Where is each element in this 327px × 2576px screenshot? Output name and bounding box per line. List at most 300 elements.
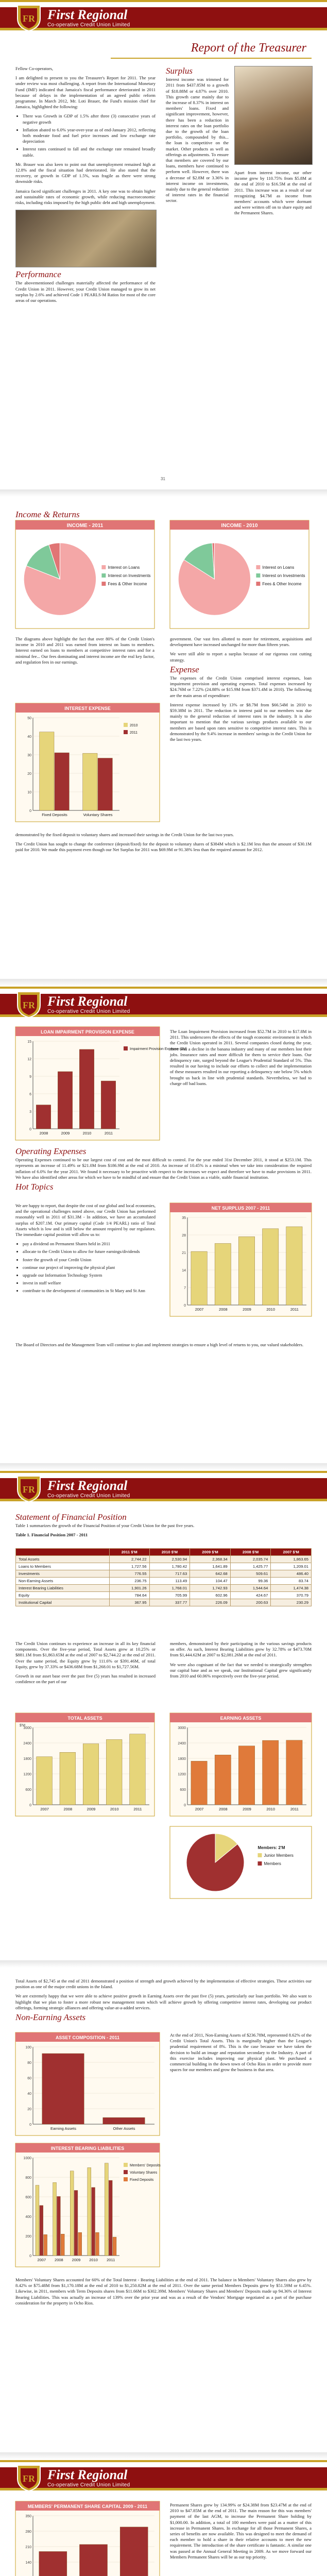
table-cell: 104.47 — [190, 1578, 231, 1585]
list-item: • pay a dividend on Permanent Shares held in 2011 — [23, 1241, 156, 1247]
page-2 — [0, 497, 327, 987]
bar — [103, 2117, 145, 2124]
chart-title: INCOME - 2011 — [66, 523, 104, 529]
x-tick-label: 2008 — [63, 1807, 73, 1811]
bar — [130, 1734, 146, 1805]
list-item: • contribute to the development of communities in St Mary and St Ann — [23, 1288, 156, 1294]
bar — [44, 2234, 47, 2256]
title-rule — [111, 58, 312, 59]
y-tick-label: 3000 — [178, 1726, 186, 1730]
y-tick-label: 10 — [27, 791, 31, 794]
bar — [191, 1761, 207, 1805]
y-tick-label: 9 — [29, 1075, 31, 1079]
table-header-cell: 2009 $'M — [190, 1549, 231, 1556]
table-cell: 226.09 — [190, 1599, 231, 1606]
brand-subtitle: Co-operative Credit Union Limited — [47, 2482, 130, 2488]
y-tick-label: 40 — [27, 2092, 31, 2096]
table-row-label: Loans to Members — [16, 1563, 110, 1570]
bar — [215, 1755, 231, 1805]
paragraph: Interest expense increased by 13% or $8.7M from $66.54M in 2010 to $59.38M in 2011. The reduction in interest paid to our members was due mainly to the general reduction of interest rates in the industry. It is also important to mention that the various savings products available to our members are based upon rates sensitive to competitive interest rates. This is demonstrated by the 9.4% increase in members' savings in the Credit Union for the last two years. — [170, 702, 312, 742]
page4-left — [15, 1641, 156, 1688]
table-title: Table 1. Financial Position 2007 - 2011 — [15, 1532, 88, 1538]
legend-label: 2011 — [130, 731, 138, 735]
table-cell: 486.40 — [271, 1570, 312, 1578]
page-divider — [0, 489, 327, 497]
legend-label: Junior Members — [264, 1853, 294, 1858]
credit-union-logo-icon — [15, 3, 42, 32]
x-tick-label: 2011 — [133, 1807, 142, 1811]
table-cell: 1,768.01 — [149, 1585, 190, 1592]
table-cell: 1,544.64 — [230, 1585, 271, 1592]
bar — [70, 2171, 74, 2256]
page-6 — [0, 2460, 327, 2576]
x-tick-label: 2010 — [266, 1307, 276, 1312]
banner-gold-strip — [0, 1499, 327, 1501]
chart-title: INTEREST EXPENSE — [64, 706, 111, 711]
bar — [40, 2206, 43, 2256]
paragraph: The Credit Union has sought to change the conference (deposit/fixed) for the deposit to voluntary shares of $384M which is $2.1M less than the amount of $30.1M paid for 2010. We made this payment even though our Net Surplus for 2011 was $69.9M or 91.38% less than the required amount for 2012. — [15, 841, 312, 853]
y-tick-label: 400 — [25, 2215, 31, 2219]
bar — [40, 732, 54, 810]
legend-label: Interest on Loans — [262, 565, 295, 570]
y-tick-label: 6 — [29, 1093, 31, 1096]
legend-swatch — [256, 573, 260, 578]
table-row — [16, 1578, 312, 1585]
legend-swatch — [124, 730, 128, 734]
table-cell: 1,780.42 — [149, 1563, 190, 1570]
bar — [37, 1757, 53, 1805]
legend-swatch — [101, 582, 106, 586]
pie-chart-2010 — [170, 520, 309, 629]
legend-swatch — [101, 573, 106, 578]
pie-income-2011 — [15, 520, 154, 629]
legend-swatch — [124, 2163, 128, 2167]
legend-label: Interest on Loans — [108, 565, 140, 570]
brand-subtitle: Co-operative Credit Union Limited — [47, 1009, 130, 1014]
y-tick-label: 0 — [29, 1804, 31, 1807]
bar — [92, 2188, 95, 2256]
bar — [215, 1244, 231, 1305]
bar — [88, 2167, 91, 2256]
page4-right — [170, 1641, 312, 1683]
paragraph: The diagrams above highlight the fact that over 80% of the Credit Union's income in 2010 and 2011 was earned from interest on loans to members. Interest earned on loans to members at competitive interest rates and for a minimal fee... Our fees dominating and interest income are the real key factor, and regulation fees in our earnings. — [15, 636, 154, 665]
bar — [263, 1740, 279, 1805]
brand-subtitle: Co-operative Credit Union Limited — [47, 1493, 130, 1499]
bar — [57, 2196, 60, 2256]
table-cell: 1,641.89 — [190, 1563, 231, 1570]
y-tick-label: 7 — [184, 1286, 186, 1290]
bar — [36, 2185, 39, 2256]
x-tick-label: 2009 — [61, 1131, 70, 1136]
table-cell: 2,035.74 — [230, 1556, 271, 1563]
section-heading-financial-position: Statement of Financial Position — [15, 1512, 127, 1522]
y-tick-label: 2400 — [178, 1742, 186, 1745]
paragraph: Interest income was trimmed for 2011 from $437.85M to a growth of $18.88M or 4.87% over 2010. This growth came mainly due to the increase of 8.37% in interest on members' loans. Fixed and significant improvement, however, there has been a reduction in interest rates on the loan portfolio due to the growth of the loan portfolio, compounded by this... the loan is competitive on the market. Other products as well as offerings as adjustments. To ensure that members are covered by our loans, members have continued to perform well. However, there was a decrease of $2.8M or 3.36% in interest income on investments, mainly due to the general reduction of interest rates in the financial sector. — [166, 77, 229, 204]
pie-income-2010 — [170, 520, 309, 629]
x-tick-label: 2007 — [195, 1307, 204, 1312]
list-item: • There was Growth in GDP of 1.5% after three (3) consecutive years of negative growth — [23, 113, 156, 125]
bar-total-assets — [15, 1713, 154, 1816]
section-heading-performance: Performance — [15, 269, 61, 280]
table-row — [16, 1599, 312, 1606]
x-tick-label: 2010 — [89, 2258, 98, 2262]
y-tick-label: 0 — [184, 1804, 186, 1807]
legend-swatch — [258, 1861, 262, 1866]
paragraph: We were also cognisant of the fact that we needed to strategically strengthen our capital base and as we speak, our Institutional Capital grew significantly from 2010 and 60.06% respectively over the five-year period. — [170, 1662, 312, 1679]
x-tick-label: 2007 — [195, 1807, 204, 1811]
bar — [58, 1072, 72, 1129]
y-tick-label: 28 — [182, 1234, 186, 1238]
table-cell: 367.95 — [109, 1599, 149, 1606]
table-cell: 2,530.94 — [149, 1556, 190, 1563]
bar — [238, 1746, 254, 1805]
y-tick-label: 600 — [25, 1788, 31, 1792]
list-item: • Interest rates continued to fall and the exchange rate remained broadly stable. — [23, 146, 156, 158]
y-tick-label: 0 — [29, 1128, 31, 1131]
table-header-row — [16, 1549, 312, 1556]
legend-label: Fixed Deposits — [130, 2178, 154, 2182]
y-tick-label: 0 — [29, 809, 31, 813]
table-cell: 1,742.93 — [190, 1585, 231, 1592]
y-tick-label: 50 — [27, 717, 31, 720]
page2-bottom-text — [15, 832, 312, 857]
legend-label: Interest on Investments — [108, 573, 151, 578]
table-cell: 370.79 — [271, 1592, 312, 1599]
list-item: • upgrade our Information Technology System — [23, 1273, 156, 1278]
bar — [106, 1739, 122, 1805]
x-tick-label: 2010 — [266, 1807, 276, 1811]
page5-bottom — [15, 2277, 312, 2310]
bar-earning-assets — [170, 1713, 312, 1816]
list-item: • allocate to the Credit Union to allow for future earnings/dividends — [23, 1249, 156, 1255]
legend-label: 2010 — [130, 724, 138, 727]
bar-net-surplus — [170, 1203, 312, 1316]
table-cell: 1,901.26 — [109, 1585, 149, 1592]
brand — [47, 2468, 130, 2488]
paragraph: We are extremely happy that we were able to achieve positive growth in Earning Assets over the past five (5) years, particularly our loan portfolio. We also want to highlight that we plan to foster a more robust new management team which will achieve growth by offering competitive interest rates, developing our product offerings, forming strategic alliances and offering value-at-a-added services. — [15, 1993, 312, 2010]
page5-top — [15, 1978, 312, 2023]
paragraph: We were still able to report a surplus because of our rigorous cost cutting strategy. — [170, 651, 312, 663]
y-tick-label: 35 — [182, 1216, 186, 1220]
y-tick-label: 280 — [25, 2530, 31, 2534]
brand-subtitle: Co-operative Credit Union Limited — [47, 22, 130, 28]
page4-head — [15, 1512, 312, 1542]
table-cell: 1,863.65 — [271, 1556, 312, 1563]
credit-union-logo-icon — [15, 1474, 42, 1503]
intro-paragraph: I am delighted to present to you the Treasurer's Report for 2011. The year under review was most challenging. A report from the International Monetary Fund (IMF) indicated that Jamaica's fiscal performance deteriorated in 2011 because of delays in the implementation of an agreed public reform programme. In March 2012, Mr. Loti Brauer, the Fund's mission chief for Jamaica, highlighted the following: — [15, 75, 156, 110]
table-cell: 1,727.56 — [109, 1563, 149, 1570]
y-tick-label: 0 — [184, 1304, 186, 1308]
bar — [53, 2182, 57, 2256]
page3-right-top — [170, 1029, 312, 1090]
brand-name: First Regional — [47, 7, 128, 22]
paragraph: Total Assets of $2,745 at the end of 2011 demonstrated a position of strength and growth achieved by the implementation of effective strategies. These activities our position as one of the major credit unions in the Island. — [15, 1978, 312, 1990]
brand — [47, 8, 130, 28]
table-cell: 642.68 — [190, 1570, 231, 1578]
legend-label: Members — [264, 1861, 281, 1866]
paragraph: government. Our vast fees allotted to more for retirement, acquisitions and development have increased unchanged for more than fifteen years. — [170, 636, 312, 648]
table-cell: 113.49 — [149, 1578, 190, 1585]
pie-chart-2011 — [15, 520, 154, 629]
bar — [120, 2527, 148, 2576]
y-tick-label: 1000 — [23, 2157, 31, 2160]
y-tick-label: 80 — [27, 2061, 31, 2065]
y-tick-label: 14 — [182, 1269, 186, 1273]
x-tick-label: 2010 — [110, 1807, 119, 1811]
y-tick-label: 3000 — [23, 1726, 31, 1730]
asset-composition-chart — [15, 2032, 160, 2136]
table-header-cell: 2008 $'M — [230, 1549, 271, 1556]
list-item: • invest in staff welfare — [23, 1280, 156, 1286]
table-row-label: Total Assets — [16, 1556, 110, 1563]
bar — [39, 2551, 67, 2576]
svg-text:FR: FR — [23, 13, 35, 24]
table-cell: 1,474.38 — [271, 1585, 312, 1592]
table-header-cell: 2011 $'M — [109, 1549, 149, 1556]
x-tick-label: 2011 — [290, 1307, 299, 1312]
paragraph: members, demonstrated by their participating in the various savings products on offer. As such, Interest Bearing Liabilities grew by 32.78% or $473.70M from $1,444.62M at 2007 to $2,081.26M at the end of 2011. — [170, 1641, 312, 1658]
y-tick-label: 100 — [25, 2046, 31, 2049]
header-banner — [0, 987, 327, 1021]
y-tick-label: 600 — [25, 2196, 31, 2199]
y-tick-label: 1200 — [178, 1773, 186, 1776]
y-tick-label: 210 — [25, 2546, 31, 2549]
greeting: Fellow Co-operators, — [15, 66, 54, 71]
table-row-label: Investments — [16, 1570, 110, 1578]
section-heading-hot-topics: Hot Topics — [15, 1182, 54, 1192]
header-banner — [0, 0, 327, 34]
table-cell: 83.74 — [271, 1578, 312, 1585]
bar — [101, 1081, 115, 1129]
y-tick-label: 600 — [180, 1788, 186, 1792]
x-tick-label: 2008 — [218, 1307, 228, 1312]
paragraph: demonstrated by the fixed deposit to voluntary shares and increased their savings in the Credit Union for the last two years. — [15, 832, 234, 837]
chart-title: INCOME - 2010 — [221, 523, 258, 529]
paragraph: We are happy to report, that despite the cost of our global and local economies, and the operational challenges noted above, our Credit Union has performed reasonably well in 2011 of $31.3M - In addition, we have an accumulated surplus of $207.1M. Our primary capital (Code 1/4 PEARL) ratio of Total Assets which is low and is still below the amount required by our regulators. The immediate capital position will allow us to: — [15, 1203, 156, 1238]
page2-left-text — [15, 636, 154, 669]
chart-title: ASSET COMPOSITION - 2011 — [55, 2035, 120, 2040]
y-tick-label: 21 — [182, 1251, 186, 1255]
x-tick-label: 2009 — [243, 1307, 251, 1312]
brand-name: First Regional — [47, 2467, 128, 2482]
bar — [61, 2234, 64, 2256]
x-tick-label: 2007 — [40, 1807, 49, 1811]
legend-swatch — [124, 723, 128, 727]
y-tick-label: 20 — [27, 2108, 31, 2111]
page3-hot-left — [15, 1203, 156, 1298]
legend-swatch — [124, 2170, 128, 2174]
y-tick-label: 1800 — [23, 1757, 31, 1761]
bar — [42, 2054, 84, 2124]
table-cell: 509.61 — [230, 1570, 271, 1578]
y-tick-label: 3 — [29, 1110, 31, 1114]
bar — [83, 1744, 99, 1805]
y-tick-label: 20 — [27, 772, 31, 776]
net-surplus-chart — [170, 1203, 312, 1316]
paragraph: The Credit Union continues to experience an increase in all its key financial components. Over the five-year period, Total Assets grew at 10.25% or $881.1M from $1,863.65M at the end of 2007 to $2,744.22 at the end of 2011. Over the same period, the Equity grew by 111.6% or $391.46M, of total Equity, grew by 37.33% or $436.68M from $1,268.01 to $1,727.56M. — [15, 1641, 156, 1669]
x-tick-label: Fixed Deposits — [42, 812, 67, 817]
paragraph: Members' Voluntary Shares accounted for 60% of the Total Interest - Bearing Liabilities at the end of 2011. The balance in Members' Voluntary Shares also grew by 8.42% or $75.48M from $1,170.18M at the end of 2010 to $1,250.82M at the end of 2011. Over the same period Members Deposits grew by $51.59M or 6.45%. Likewise, in 2011, members with Term Deposits shares from $11.66M to $302.39M. Members' Voluntary Shares and Members' Deposits made up 94.36% of Interest Bearing Liabilities. This was actually an increase of 139% over the prior year and was as a result of the Vendors' Mortgage negotiated as a part of the purchase consideration for the property in Ocho Rios. — [15, 2277, 312, 2306]
page-divider — [0, 2452, 327, 2460]
table-cell: 717.63 — [149, 1570, 190, 1578]
legend-label: Voluntary Shares — [130, 2171, 158, 2175]
y-tick-label: 40 — [27, 735, 31, 739]
table-row — [16, 1563, 312, 1570]
paragraph: Jamaica faced significant challenges in 2011. A key one was to obtain higher and sustainable rates of economic growth, while reducing macroeconomic risks, including risks imposed by the high public debt and high unemployment. — [15, 188, 156, 206]
section-heading-surplus: Surplus — [166, 66, 193, 76]
table-row-label: Interest Bearing Liabilities — [16, 1585, 110, 1592]
paragraph: The Board of Directors and the Management Team will continue to plan and implement strategies to ensure a high level of returns to you, our valued stakeholders. — [15, 1342, 304, 1347]
table-cell: 602.96 — [190, 1592, 231, 1599]
bar — [238, 1236, 254, 1305]
header-banner — [0, 2460, 327, 2494]
y-tick-label: 0 — [29, 2123, 31, 2127]
page-4 — [0, 1471, 327, 1960]
bar — [98, 758, 112, 810]
page-3 — [0, 987, 327, 1471]
paragraph: The abovementioned challenges materially affected the performance of the Credit Union in 2011. However, your Credit Union managed to grow its net surplus by 2.6% and achieved Code 1 PEARLS-M Ratios for most of the core areas of our operations. — [15, 280, 156, 303]
bar — [79, 1049, 94, 1129]
table-cell: 1,425.77 — [230, 1563, 271, 1570]
bar — [74, 2190, 78, 2256]
x-tick-label: 2010 — [82, 1131, 92, 1136]
legend-title: Members: 2'M — [257, 1845, 285, 1850]
bar-interest-expense — [15, 703, 160, 822]
legend-swatch — [256, 565, 260, 569]
brand — [47, 995, 130, 1014]
ibl-chart — [15, 2143, 160, 2267]
table-cell: 424.67 — [230, 1592, 271, 1599]
y-tick-label: 1200 — [23, 1773, 31, 1776]
table-row — [16, 1556, 312, 1563]
page5-right — [170, 2032, 312, 2076]
y-tick-label: 30 — [27, 754, 31, 757]
legend-label: Impairment Provision Expense ($M) — [130, 1047, 187, 1051]
bar — [113, 2237, 116, 2256]
table-row — [16, 1585, 312, 1592]
list-item: • Inflation abated to 6.0% year-over-year as of end-January 2012, reflecting both moderate food and fuel price increases and low exchange rate depreciation — [23, 127, 156, 145]
x-tick-label: 2008 — [218, 1807, 228, 1811]
svg-text:FR: FR — [23, 1000, 35, 1010]
earning-assets-chart — [170, 1713, 312, 1816]
loan-impairment-chart — [15, 1027, 187, 1140]
banner-gold-strip — [0, 1014, 327, 1017]
y-tick-label: 800 — [25, 2176, 31, 2180]
bar-permanent-shares — [15, 2501, 160, 2576]
page-number: 31 — [161, 477, 165, 481]
paragraph: The Loan Impairment Provision increased from $52.7M in 2010 to $17.8M in 2011. This underscores the effects of the tough economic environment in which the Credit Union operated in 2011. Several companies closed during the year, there was a decline in the banana industry and many of our members lost their jobs. Insurance rates and more difficult for them to service their loans. Our delinquency rate, surged beyond the League's Prudential Standard of 5%. This resulted in our having to include our efforts to collect and the implementation of these measures resulted in our reporting a delinquency rate below 5% which brought us back in line with prudential standards. Nevertheless, we had to charge off bad loans. — [170, 1029, 312, 1086]
svg-text:FR: FR — [23, 1484, 35, 1495]
x-tick-label: 2008 — [55, 2258, 63, 2262]
y-tick-label: 200 — [25, 2235, 31, 2239]
x-tick-label: Other Assets — [113, 2126, 135, 2131]
chart-title: MEMBERS' PERMANENT SHARE CAPITAL 2009 - 2011 — [27, 2504, 148, 2509]
table-header-cell: 2010 $'M — [149, 1549, 190, 1556]
table-cell: 2,368.34 — [190, 1556, 231, 1563]
legend-swatch — [124, 2177, 128, 2181]
members-pie-chart — [170, 1826, 312, 1899]
bar — [105, 2163, 108, 2256]
y-tick-label: 12 — [27, 1058, 31, 1061]
total-assets-chart — [15, 1713, 154, 1816]
financial-position-table — [15, 1548, 312, 1606]
bar — [191, 1251, 207, 1305]
svg-text:FR: FR — [23, 2473, 35, 2484]
page1-right-column — [166, 66, 229, 208]
banner-gold-strip — [0, 28, 327, 30]
legend-label: Fees & Other Income — [108, 582, 147, 586]
hot-topics-list — [15, 1241, 156, 1294]
x-tick-label: Earning Assets — [50, 2126, 77, 2131]
y-tick-label: 140 — [25, 2561, 31, 2565]
chart-title: TOTAL ASSETS — [67, 1716, 102, 1721]
brand-name: First Regional — [47, 994, 128, 1009]
table-header-cell: 2007 $'M — [271, 1549, 312, 1556]
y-tick-label: 2400 — [23, 1742, 31, 1745]
section-heading-expense: Expense — [170, 664, 199, 674]
table-cell: 236.75 — [109, 1578, 149, 1585]
page-divider — [0, 1960, 327, 1968]
page1-right-column-2 — [234, 170, 312, 220]
chart-title: INTEREST BEARING LIABILITIES — [50, 2146, 125, 2151]
photo-treasurer — [15, 210, 157, 267]
table-cell: 2,744.22 — [109, 1556, 149, 1563]
bar — [79, 2545, 107, 2576]
table-cell: 705.99 — [149, 1592, 190, 1599]
page1-left-column — [15, 66, 156, 307]
legend-label: Fees & Other Income — [262, 582, 302, 586]
banner-gold-strip — [0, 2488, 327, 2490]
legend-swatch — [101, 565, 106, 569]
table-row-label: Non-Earning Assets — [16, 1578, 110, 1585]
table-cell: 1,209.01 — [271, 1563, 312, 1570]
bar — [36, 1105, 50, 1129]
x-tick-label: 2011 — [107, 2258, 115, 2262]
y-tick-label: 0 — [29, 2255, 31, 2258]
brand — [47, 1479, 130, 1499]
x-tick-label: 2008 — [39, 1131, 48, 1136]
report-title: Report of the Treasurer — [191, 41, 306, 55]
list-item: • continue our project of improving the physical plant — [23, 1265, 156, 1270]
list-item: • foster the growth of your Credit Union — [23, 1257, 156, 1263]
bar — [109, 2180, 112, 2256]
table-cell: 230.29 — [271, 1599, 312, 1606]
permanent-shares-chart — [15, 2501, 160, 2576]
x-tick-label: 2009 — [72, 2258, 81, 2262]
paragraph: Table 1 summarizes the growth of the Financial Position of your Credit Union for the past five years. — [15, 1523, 195, 1529]
bar — [78, 2232, 82, 2256]
legend-swatch — [256, 582, 260, 586]
section-heading-non-earning: Non-Earning Assets — [15, 2012, 86, 2023]
page-divider — [0, 979, 327, 986]
header-banner — [0, 1471, 327, 1505]
interest-expense-chart — [15, 703, 160, 822]
paragraph: The expenses of the Credit Union comprised interest expenses, loan impairment provision and operating expenses. Total expenses increased by $24.76M or 7.22% (24.88% or $15.9M from $371.4M in 2010). The following are the main areas of expenditure: — [170, 675, 312, 698]
bar — [263, 1229, 279, 1305]
page2-right-text — [170, 636, 312, 746]
x-tick-label: 2011 — [104, 1131, 113, 1136]
bar — [55, 753, 69, 810]
paragraph: Growth in our asset base over the past five (5) years has resulted in increased confidence on the part of our — [15, 1673, 156, 1685]
table-row — [16, 1592, 312, 1599]
table-cell: 776.55 — [109, 1570, 149, 1578]
bar-interest-bearing-liabilities — [15, 2143, 160, 2267]
chart-title: NET SURPLUS 2007 - 2011 — [211, 1206, 270, 1211]
x-tick-label: Voluntary Shares — [83, 812, 113, 817]
legend-label: Members' Deposits — [130, 2164, 161, 2167]
bar — [96, 2232, 99, 2256]
table-header-cell — [16, 1549, 110, 1556]
